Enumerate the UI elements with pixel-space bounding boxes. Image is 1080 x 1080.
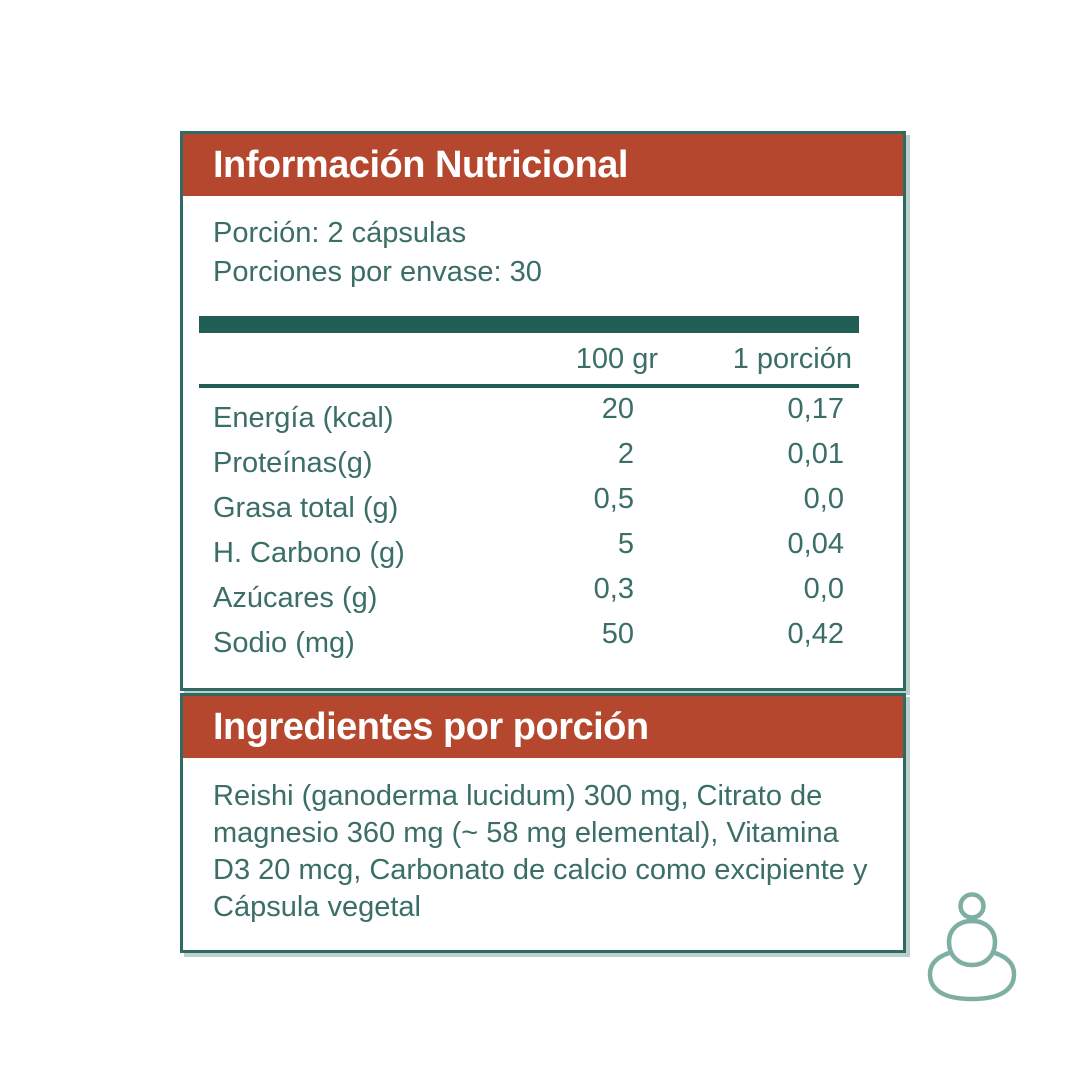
ingredients-panel bbox=[180, 693, 906, 953]
nutrient-value-porcion: 0,17 bbox=[787, 393, 844, 425]
logo-torso-shape bbox=[949, 921, 995, 965]
nutrient-name: Sodio (mg) bbox=[213, 627, 355, 659]
nutrient-value-100gr: 50 bbox=[601, 618, 634, 650]
nutrient-value-porcion: 0,0 bbox=[803, 483, 844, 515]
ingredients-title-band bbox=[183, 696, 903, 758]
nutrition-title-band bbox=[183, 134, 903, 196]
nutrient-name: Energía (kcal) bbox=[213, 402, 394, 434]
nutrient-value-porcion: 0,42 bbox=[787, 618, 844, 650]
nutrient-rows bbox=[183, 388, 903, 688]
nutrient-name: H. Carbono (g) bbox=[213, 537, 405, 569]
nutrient-name: Grasa total (g) bbox=[213, 492, 399, 524]
nutrient-value-porcion: 0,04 bbox=[787, 528, 844, 560]
column-header-porcion: 1 porción bbox=[732, 343, 852, 375]
nutrition-facts-panel bbox=[180, 131, 906, 691]
nutrition-title: Información Nutricional bbox=[213, 143, 628, 186]
label-wrap bbox=[180, 131, 906, 953]
nutrient-value-100gr: 2 bbox=[617, 438, 634, 470]
nutrient-value-100gr: 20 bbox=[601, 393, 634, 425]
nutrient-value-100gr: 0,5 bbox=[593, 483, 634, 515]
table-header-row bbox=[183, 333, 903, 384]
ingredients-title: Ingredientes por porción bbox=[213, 705, 649, 748]
nutrient-value-porcion: 0,0 bbox=[803, 573, 844, 605]
servings-per-container-text: Porciones por envase: 30 bbox=[213, 256, 542, 288]
ingredients-text: Reishi (ganoderma lucidum) 300 mg, Citrato de magnesio 360 mg (~ 58 mg elemental), Vitamina D3 20 mcg, Carbonato de calcio como excipiente y Cápsula vegetal bbox=[213, 780, 868, 923]
table-top-divider bbox=[199, 316, 859, 333]
nutrient-value-porcion: 0,01 bbox=[787, 438, 844, 470]
nutrient-name: Azúcares (g) bbox=[213, 582, 378, 614]
serving-size-text: Porción: 2 cápsulas bbox=[213, 217, 467, 249]
nutrient-name: Proteínas(g) bbox=[213, 447, 373, 479]
nutrient-value-100gr: 0,3 bbox=[593, 573, 634, 605]
serving-block bbox=[183, 196, 903, 292]
nutrient-value-100gr: 5 bbox=[617, 528, 634, 560]
column-header-100gr: 100 gr bbox=[575, 343, 658, 375]
logo-head-shape bbox=[961, 895, 984, 918]
meditating-figure-icon bbox=[920, 888, 1030, 1010]
nutrient-row bbox=[213, 618, 844, 672]
